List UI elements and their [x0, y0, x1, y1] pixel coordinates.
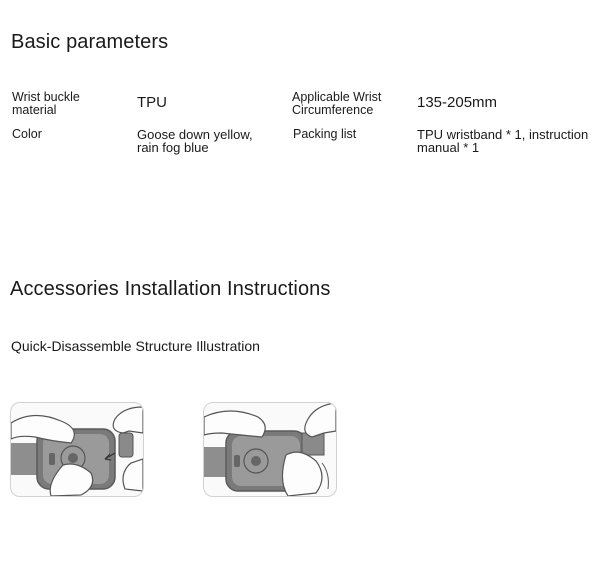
param-value-wrist-buckle-material: TPU — [137, 94, 167, 111]
section-subtitle-quick-disassemble: Quick-Disassemble Structure Illustration — [11, 338, 260, 354]
param-label-applicable-wrist-circumference: Applicable Wrist Circumference — [292, 90, 382, 117]
param-value-color: Goose down yellow, rain fog blue — [137, 127, 253, 155]
section-title-basic-parameters: Basic parameters — [11, 31, 169, 53]
illustration-strap-removal-step-2 — [203, 402, 337, 497]
section-title-accessories-installation: Accessories Installation Instructions — [10, 278, 331, 300]
param-value-applicable-wrist-circumference: 135-205mm — [417, 94, 498, 111]
param-label-packing-list: Packing list — [293, 127, 357, 141]
param-label-wrist-buckle-material: Wrist buckle material — [12, 90, 80, 117]
param-label-color: Color — [12, 127, 42, 141]
illustration-strap-removal-step-1 — [10, 402, 144, 497]
param-value-packing-list: TPU wristband * 1, instruction manual * 1 — [417, 127, 589, 155]
